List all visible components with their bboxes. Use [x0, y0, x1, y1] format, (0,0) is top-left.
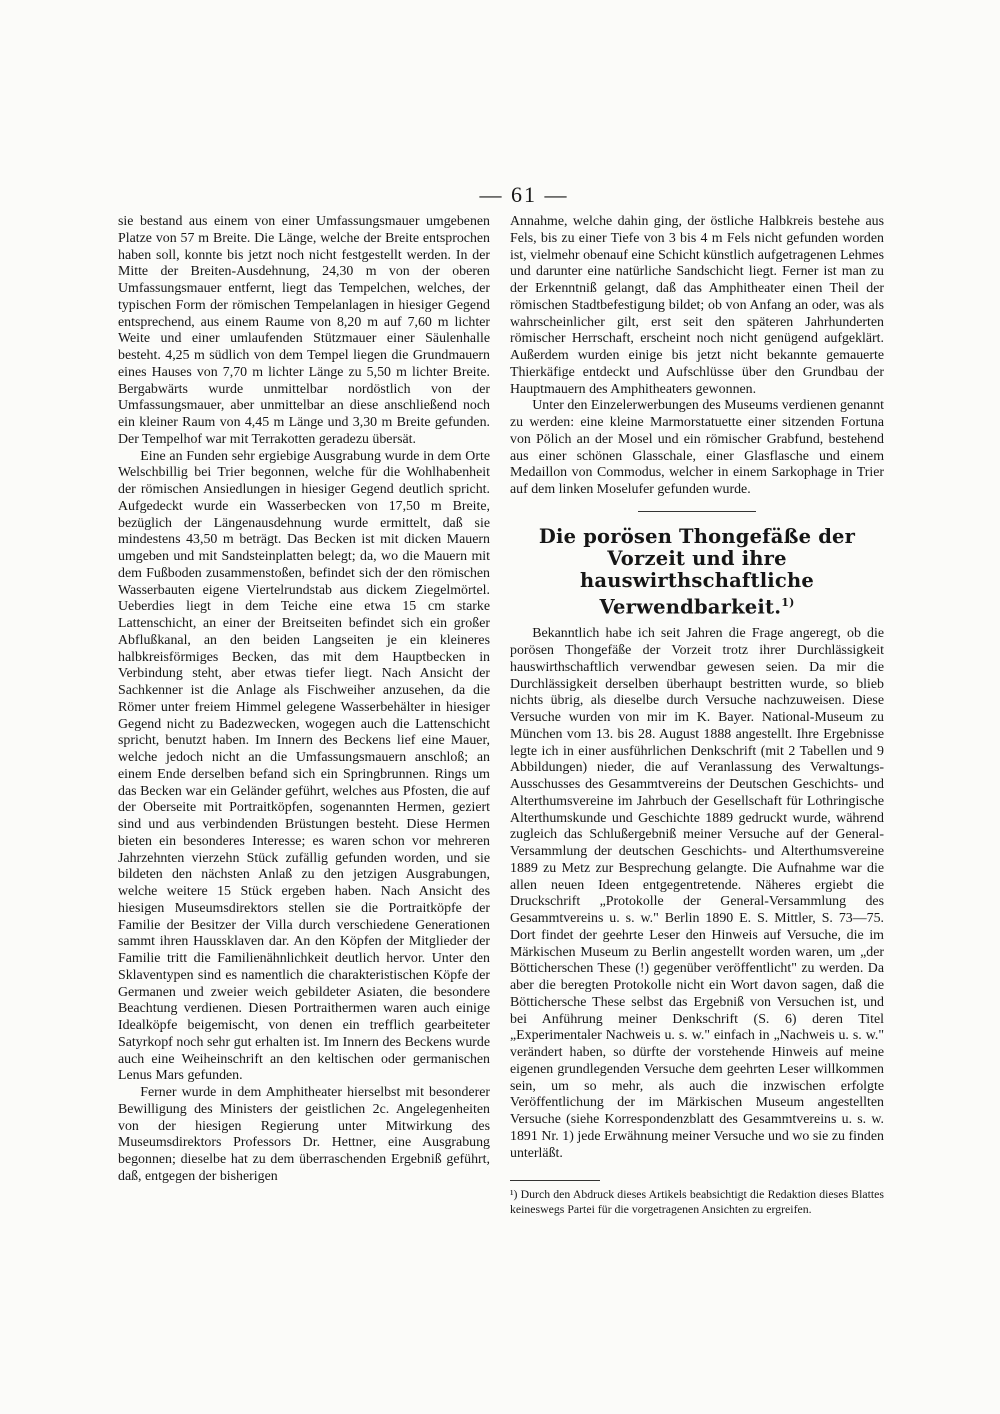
- article-paragraph: Bekanntlich habe ich seit Jahren die Frage angeregt, ob die porösen Thongefäße der Vorzeit trotz ihrer Durchlässigkeit hauswirthschaftlich verwendbar gewesen seien. Da mir die Durchlässigkeit derselben überhaupt bestritten wurde, so blieb nichts übrig, als dieselbe durch Versuche nachzuweisen. Diese Versuche wurden von mir im K. Bayer. National-Museum zu München vom 13. bis 28. August 1888 angestellt. Ihre Ergebnisse legte ich in einer ausführlichen Denkschrift (mit 2 Tabellen und 9 Abbildungen) nieder, die auf Veranlassung des Verwaltungs-Ausschusses des Gesammtvereins der Deutschen Geschichts- und Alterthumsvereine im Jahrbuch der Gesellschaft für Lothringische Alterthumskunde und Geschichte 1889 gedruckt wurde, während zugleich das Schlußergebniß meiner Versuche auf der General-Versammlung der deutschen Geschichts- und Alterthumsvereine 1889 zu Metz zur Besprechung gelangte. Die Aufnahme war die allen neuen Ideen entgegentretende. Näheres ergiebt die Druckschrift „Protokolle der General-Versammlung des Gesammtvereins u. s. w." Berlin 1890 E. S. Mittler, S. 73—75. Dort findet der geehrte Leser den Hinweis auf Versuche, die im Märkischen Museum zu Berlin angestellt worden waren, um „der Bötticherschen These (!) gegenüber veröffentlicht" zu werden. Da aber die beregten Protokolle nicht ein Wort davon sagen, daß die Böttichersche These selbst das Ergebniß von Versuchen ist, und bei Anführung meiner Denkschrift (S. 6) deren Titel „Experimentaler Nachweis u. s. w." einfach in „Nachweis u. s. w." verändert haben, so dürfte der vorstehende Hinweis auf meine eigenen grundlegenden Versuche dem geehrten Leser willkommen sein, um so mehr, als auch die inzwischen erfolgte Veröffentlichung der im Märkischen Museum angestellten Versuche (siehe Korrespondenzblatt des Gesammtvereins u. s. w. 1891 Nr. 1) jede Erwähnung meiner Versuche und wo sie zu finden unterläßt.: [510, 626, 884, 1161]
- paragraph: Eine an Funden sehr ergiebige Ausgrabung wurde in dem Orte Welschbillig bei Trier begonnen, welche für die Wohlhabenheit der römischen Ansiedlungen in hiesiger Gegend deutlich spricht. Aufgedeckt wurde ein Wasserbecken von 17,50 m Breite, bezüglich der Längenausdehnung wurde ermittelt, daß sie mindestens 43,50 m beträgt. Das Becken ist mit dicken Mauern umgeben und mit Sandsteinplatten belegt; da, wo die Mauern mit dem Fußboden zusammenstoßen, befindet sich der den römischen Wasserbauten eigene Viertelrundstab aus dickem Ziegelmörtel. Ueberdies liegt in dem Teiche eine etwa 15 cm starke Lattenschicht, an einer der Breitseiten befindet sich ein großer Abflußkanal, an den beiden Langseiten je ein kleineres halbkreisförmiges Becken, das mit dem Hauptbecken in Verbindung steht, aber etwas tiefer liegt. Nach Ansicht der Sachkenner ist die Anlage als Fischweiher anzusehen, da die Römer unter freiem Himmel gelegene Wasserbehälter in hiesiger Gegend nicht zu Badezwecken, wogegen auch die Lattenschicht spricht, benutzt haben. Im Innern des Beckens lief eine Mauer, welche jedoch nicht an die Umfassungsmauern anschloß; an einem Ende derselben befand sich ein Springbrunnen. Rings um das Becken war ein Geländer geführt, welches aus Pfosten, die auf der Oberseite mit Portraitköpfen, sogenannten Hermen, geziert sind und aus verbindenden Brüstungen besteht. Diese Hermen bieten ein besonderes Interesse; es waren schon vor mehreren Jahrzehnten vierzehn Stück zufällig gefunden worden, und sie bildeten den nächsten Anlaß zu den jetzigen Ausgrabungen, welche weitere 15 Stück ergeben haben. Nach Ansicht des hiesigen Museumsdirektors stellen sie die Portraitköpfe der Familie der Besitzer der Villa durch verschiedene Generationen sammt ihren Haussklaven dar. An den Köpfen der Mitglieder der Familie tritt die Familienähnlichkeit deutlich hervor. Unter den Sklaventypen sind es namentlich die charakteristischen Köpfe der Germanen und zweier weich gebildeter Asiaten, die besondere Beachtung verdienen. Diesen Portraithermen waren auch einige Idealköpfe beigemischt, von denen ein trefflich gearbeiteter Satyrkopf noch sehr gut erhalten ist. Im Innern des Beckens wurde auch eine Weiheinschrift an den keltischen oder germanischen Lenus Mars gefunden.: [118, 448, 490, 1084]
- article-title-text: Die porösen Thongefäße der Vorzeit und ihre hauswirthschaftliche Verwendbarkeit.: [538, 524, 856, 619]
- paragraph: sie bestand aus einem von einer Umfassungsmauer umgebenen Platze von 57 m Breite. Die Länge, welche der Breite entsprochen haben soll, konnte bis jetzt noch nicht festgestellt werden. In der Mitte der Breiten-Ausdehnung, 24,30 m von der oberen Umfassungsmauer entfernt, liegt das Tempelchen, welches, der typischen Form der römischen Tempelanlagen in hiesiger Gegend entsprechend, aus einem Raume von 8,20 m auf 7,60 m lichter Weite und einer umlaufenden Stützmauer einer Säulenhalle besteht. 4,25 m südlich von dem Tempel liegen die Grundmauern eines Hauses von 7,70 m lichter Länge zu 5,50 m lichter Breite. Bergabwärts wurde unmittelbar nordöstlich von der Umfassungsmauer, aber unmittelbar an diese anschließend noch ein kleiner Raum von 4,45 m Länge und 3,30 m Breite gefunden. Der Tempelhof war mit Terrakotten geradezu übersät.: [118, 214, 490, 447]
- paragraph: Unter den Einzelerwerbungen des Museums verdienen genannt zu werden: eine kleine Marmorstatuette einer sitzenden Fortuna von Pölich an der Mosel und ein römischer Grabfund, bestehend aus einer schönen Glasschale, einer Glasflasche und einem Medaillon von Commodus, welcher in einem Sarkophage in Trier auf dem linken Moselufer gefunden wurde.: [510, 398, 885, 497]
- article-title: [510, 526, 884, 619]
- section-divider: [638, 511, 756, 512]
- paragraph: Ferner wurde in dem Amphitheater hierselbst mit besonderer Bewilligung des Ministers der geistlichen 2c. Angelegenheiten von der hiesigen Regierung unter Mitwirkung des Museumsdirektors Professors Dr. Hettner, eine Ausgrabung begonnen; dieselbe hat zu dem überraschenden Ergebniß geführt, daß, entgegen der bisherigen: [118, 1085, 490, 1184]
- footnote-marker: 1): [781, 595, 795, 609]
- page-number: — 61 —: [479, 182, 569, 207]
- right-column: [510, 214, 884, 1216]
- footnote-divider: [510, 1180, 600, 1181]
- footnote: ¹) Durch den Abdruck dieses Artikels beabsichtigt die Redaktion dieses Blattes keineswegs Partei für die vorgetragenen Ansichten zu ergreifen.: [510, 1187, 884, 1216]
- paragraph: Annahme, welche dahin ging, der östliche Halbkreis bestehe aus Fels, bis zu einer Tiefe von 3 bis 4 m Fels nicht gefunden worden ist, vielmehr obenauf eine Schicht künstlich aufgetragenen Lehmes und darunter eine natürliche Sandschicht liegt. Ferner ist man zu der Erkenntniß gelangt, daß das Amphitheater einen Theil der römischen Stadtbefestigung bildet; ob von Anfang an oder, was als wahrscheinlicher gilt, erst seit den späteren Jahrhunderten römischer Herrschaft, erscheint noch nicht genügend aufgeklärt. Außerdem wurden einige bis jetzt nicht bekannte gemauerte Thierkäfige entdeckt und Aufschlüsse über den Grundbau der Hauptmauern des Amphitheaters gewonnen.: [510, 214, 884, 397]
- left-column: [118, 214, 490, 1186]
